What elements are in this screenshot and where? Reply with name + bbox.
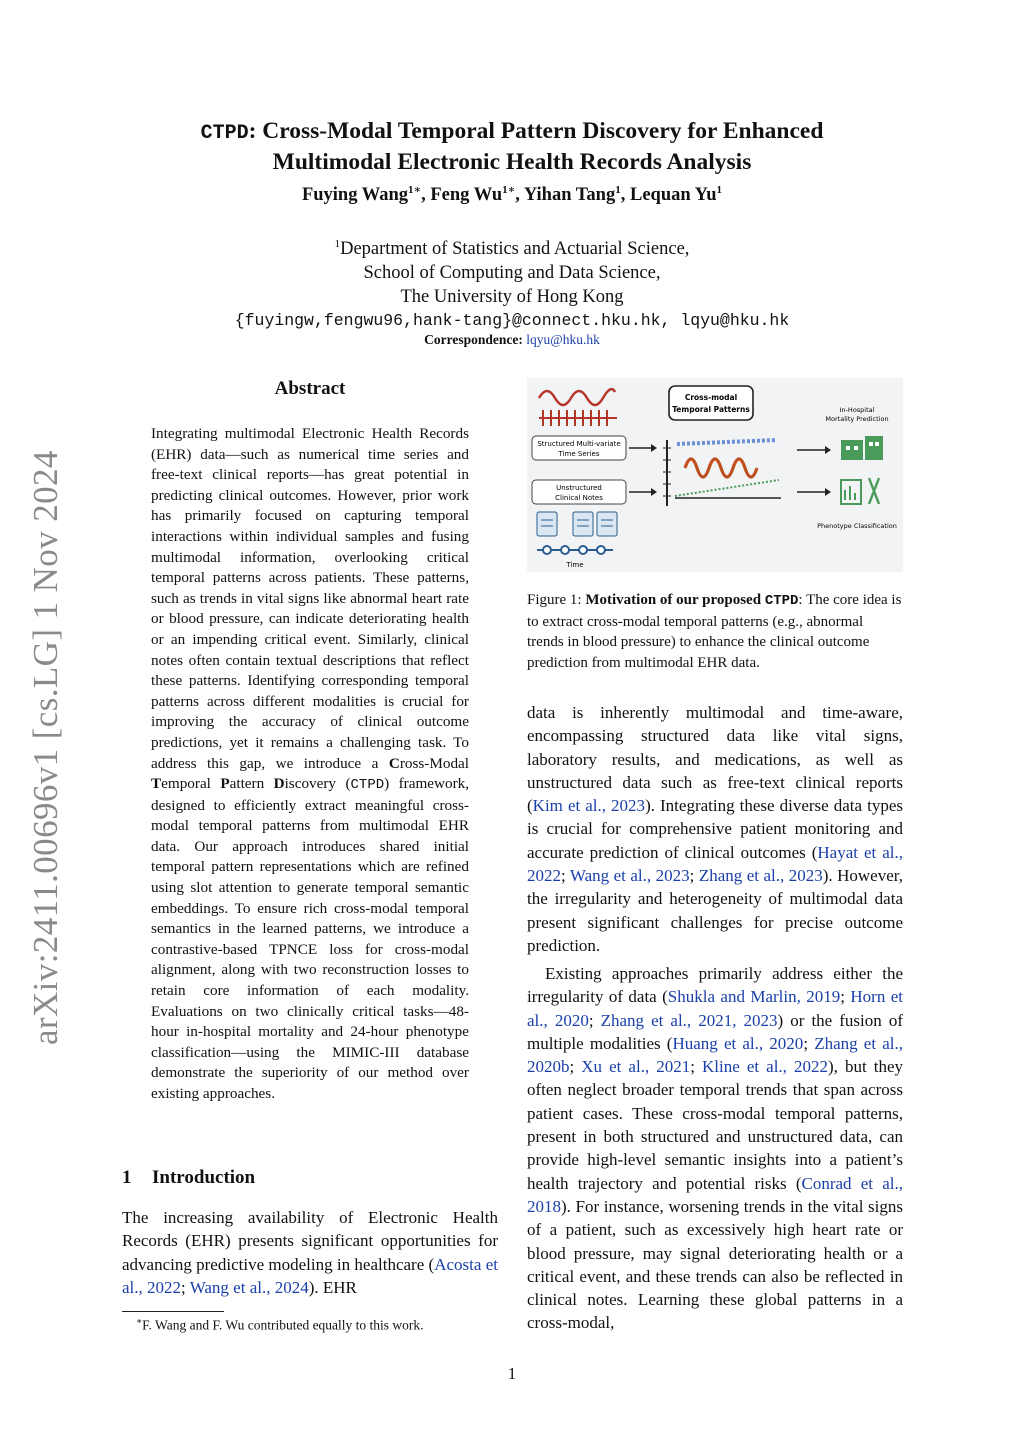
title-line1: : Cross-Modal Temporal Pattern Discovery for Enhanced [248, 118, 824, 144]
author-name: Fuying Wang [301, 185, 409, 206]
section-title: Introduction [152, 1167, 256, 1188]
pattern-sine-wave [685, 459, 757, 477]
paragraph-text: ; [803, 1033, 815, 1053]
arrow-head [825, 446, 831, 454]
paper-title [110, 117, 914, 177]
phenotype-dna-icon [841, 478, 879, 504]
unstructured-label-line1: Unstructured [556, 484, 602, 492]
paragraph-text: ; [181, 1277, 190, 1297]
arrow-head [825, 488, 831, 496]
structured-label-line2: Time Series [558, 450, 600, 458]
hospital-icon [841, 436, 883, 460]
citation-link[interactable]: Horn et al., 2020 [527, 987, 903, 1030]
mortality-label-line1: In-Hospital [839, 406, 875, 414]
citation-link[interactable]: Wang et al., 2024 [189, 1277, 309, 1297]
caption-text: : The core idea is to extract cross-modal temporal patterns (e.g., abnormal trends in blood pressure) to enhance the clinical outcome prediction from multimodal EHR data. [527, 592, 902, 671]
abstract-text-part: iscovery [284, 775, 337, 793]
paragraph-text: ; [561, 866, 570, 886]
caption-bold: Motivation of our proposed [585, 592, 765, 608]
author-mark: 1∗ [408, 184, 422, 196]
correspondence-label: Correspondence: [424, 332, 523, 347]
citation-link[interactable]: Huang et al., 2020 [672, 1033, 804, 1053]
paragraph-text: ; [588, 1010, 601, 1030]
paragraph-text: The increasing availability of Electronic Health Records (EHR) presents significant opportunities for advancing predictive modeling in healthcare ( [122, 1208, 498, 1274]
clinical-note-icons [537, 512, 617, 536]
paragraph-text: data is inherently multimodal and time-aware, encompassing structured data like vital signs, laboratory results, and medications, as well as unstructured data such as free-text clinical reports ( [527, 703, 903, 816]
citation-link[interactable]: Wang et al., 2023 [569, 866, 690, 886]
acronym-letter: T [151, 775, 162, 793]
abstract-text-part: ) framework, designed to efficiently extract meaningful cross-modal temporal patterns from multimodal EHR data. Our approach introduces shared initial temporal pattern representations which are refined using slot attention to generate temporal semantic embeddings. To ensure rich cross-modal temporal semantics in the learned patterns, we introduce a contrastive-based TPNCE loss for cross-modal alignment, along with two reconstruction losses to retain core information of each modality. Evaluations on two clinically critical tasks—48-hour in-hospital mortality and 24-hour phenotype classification—using the MIMIC-III database demonstrate the superiority of our method over existing approaches. [151, 775, 470, 1102]
author-name: Lequan Yu [629, 185, 717, 206]
author-list: Fuying Wang$^{1∗}$, Feng $Wu^{1∗}$, Yihan Tang$^1$, Lequan Yu$^1$ [301, 184, 723, 206]
correspondence-line [110, 332, 914, 348]
caption-prefix: Figure 1: [527, 592, 586, 608]
abstract-text-part: Integrating multimodal Electronic Health Records (EHR) data—such as numerical time series and free-text clinical reports—has great potential in predicting clinical outcomes. However, prior work has primarily focused on capturing temporal interactions within individual samples and fusing multimodal information, overlooking critical temporal patterns across patients. These patterns, such as trends in vital signs like abnormal heart rate or blood pressure, can indicate deteriorating health or an impending critical event. Similarly, clinical notes often contain textual descriptions that reflect these patterns. Identifying corresponding temporal patterns across different modalities is crucial for improving the accuracy of clinical outcome predictions, yet it remains a challenging task. To address this gap, we introduce a [151, 425, 469, 772]
author-mark: 1∗ [502, 184, 516, 196]
affiliation-line1: Department of Statistics and Actuarial Science, [340, 239, 690, 260]
pattern-blue-band [677, 440, 777, 444]
correspondence-email-link[interactable]: lqyu@hku.hk [526, 332, 600, 347]
section-heading-introduction [122, 1167, 255, 1189]
abstract-text-part: ross-Modal [399, 754, 469, 772]
acronym-letter: C [388, 754, 400, 772]
citation-link[interactable]: Zhang et al., 2021, 2023 [600, 1010, 778, 1030]
author-mark: 1 [615, 184, 621, 196]
figure-1-graphic [527, 378, 903, 572]
abstract-text-part: attern [229, 775, 274, 793]
title-line2: Multimodal Electronic Health Records Analysis [272, 149, 752, 175]
author-name: Feng Wu [430, 185, 503, 206]
paragraph-text: ). For instance, worsening trends in the vital signs of a patient, such as excessively high heart rate or blood pressure, may signal deteriorating health or a critical event, and these trends can also be reflected in clinical notes. Learning these global patterns in a cross-modal, [527, 1196, 903, 1333]
page-number: 1 [507, 1364, 517, 1383]
figure-1-caption [527, 590, 903, 673]
citation-link[interactable]: Conrad et al., 2018 [527, 1173, 903, 1216]
acronym-letter: D [273, 775, 285, 793]
paragraph-text: ; [690, 1057, 703, 1077]
abstract-heading: Abstract [274, 378, 346, 399]
caption-acronym: CTPD [764, 593, 799, 609]
time-label: Time [566, 561, 584, 569]
paragraph-text: ), but they often neglect broader temporal trends that span across patient cases. These cross-modal temporal patterns, present in both structured and unstructured data, can provide high-level semantic insights into a patient’s health trajectory and potential risks ( [527, 1057, 903, 1193]
unstructured-label-line2: Clinical Notes [555, 494, 603, 502]
citation-link[interactable]: Xu et al., 2021 [581, 1057, 691, 1077]
mortality-label-line2: Mortality Prediction [825, 415, 889, 423]
affiliation-line3: The University of Hong Kong [400, 287, 624, 308]
arxiv-side-stamp: arXiv:2411.00696v1 [cs.LG] 1 Nov 2024 [26, 450, 65, 1045]
paragraph-text: ). Integrating these diverse data types is crucial for comprehensive patient monitoring and accurate prediction of clinical outcomes ( [527, 796, 903, 862]
body-paragraph [527, 701, 903, 957]
body-paragraph [527, 962, 903, 1335]
citation-link[interactable]: Zhang et al., 2023 [698, 866, 823, 886]
paragraph-text: ; [840, 987, 851, 1007]
affiliation-line2: School of Computing and Data Science, [363, 263, 661, 284]
author-mark: 1 [716, 184, 723, 196]
paragraph-text: ). However, the irregularity and heterogeneity of multimodal data present significant challenges for precise outcome prediction. [527, 866, 903, 955]
citation-link[interactable]: Kim et al., 2023 [532, 796, 646, 816]
abstract-acronym: CTPD [350, 777, 385, 794]
phenotype-label: Phenotype Classification [817, 522, 897, 530]
figure-1 [527, 378, 903, 572]
pattern-trend-band [675, 480, 779, 496]
vital-sign-waveform-icon [539, 389, 615, 405]
intro-paragraph [122, 1206, 498, 1299]
cross-modal-label-line2: Temporal Patterns [672, 405, 750, 414]
author-name: Yihan Tang [523, 185, 616, 206]
abstract-text-part: ( [336, 775, 351, 793]
citation-link[interactable]: Kline et al., 2022 [702, 1057, 828, 1077]
footnote-rule [122, 1311, 224, 1312]
paragraph-text: Existing approaches primarily address either the irregularity of data ( [527, 964, 903, 1007]
title-acronym: CTPD [200, 122, 249, 145]
paragraph-text: ; [689, 866, 699, 886]
citation-link[interactable]: Shukla and Marlin, 2019 [667, 987, 841, 1007]
paragraph-text: ; [569, 1057, 582, 1077]
citation-link[interactable]: Zhang et al., 2020b [527, 1033, 903, 1077]
arrow-head [651, 444, 657, 452]
structured-label-line1: Structured Multi-variate [537, 440, 621, 448]
section-number: 1 [122, 1167, 132, 1188]
affiliation-block [110, 232, 914, 333]
acronym-letter: P [220, 775, 230, 793]
paragraph-text: ). EHR [308, 1277, 357, 1297]
paragraph-text: ) or the fusion of multiple modalities ( [527, 1010, 903, 1053]
footnote [136, 1316, 424, 1334]
arrow-head [651, 488, 657, 496]
footnote-text: F. Wang and F. Wu contributed equally to this work. [142, 1317, 424, 1333]
cross-modal-box [669, 386, 753, 420]
footnote-mark: ∗ [136, 1316, 143, 1326]
affiliation-mark: 1 [334, 238, 341, 250]
author-emails: {fuyingw,fengwu96,hank-tang}@connect.hku.hk, lqyu@hku.hk [234, 311, 790, 331]
citation-link[interactable]: Hayat et al., 2022 [527, 842, 903, 886]
abstract-text-part: emporal [161, 775, 221, 793]
cross-modal-label-line1: Cross-modal [684, 393, 738, 402]
citation-link[interactable]: Acosta et al., 2022 [122, 1254, 498, 1297]
abstract-text [151, 424, 469, 1105]
